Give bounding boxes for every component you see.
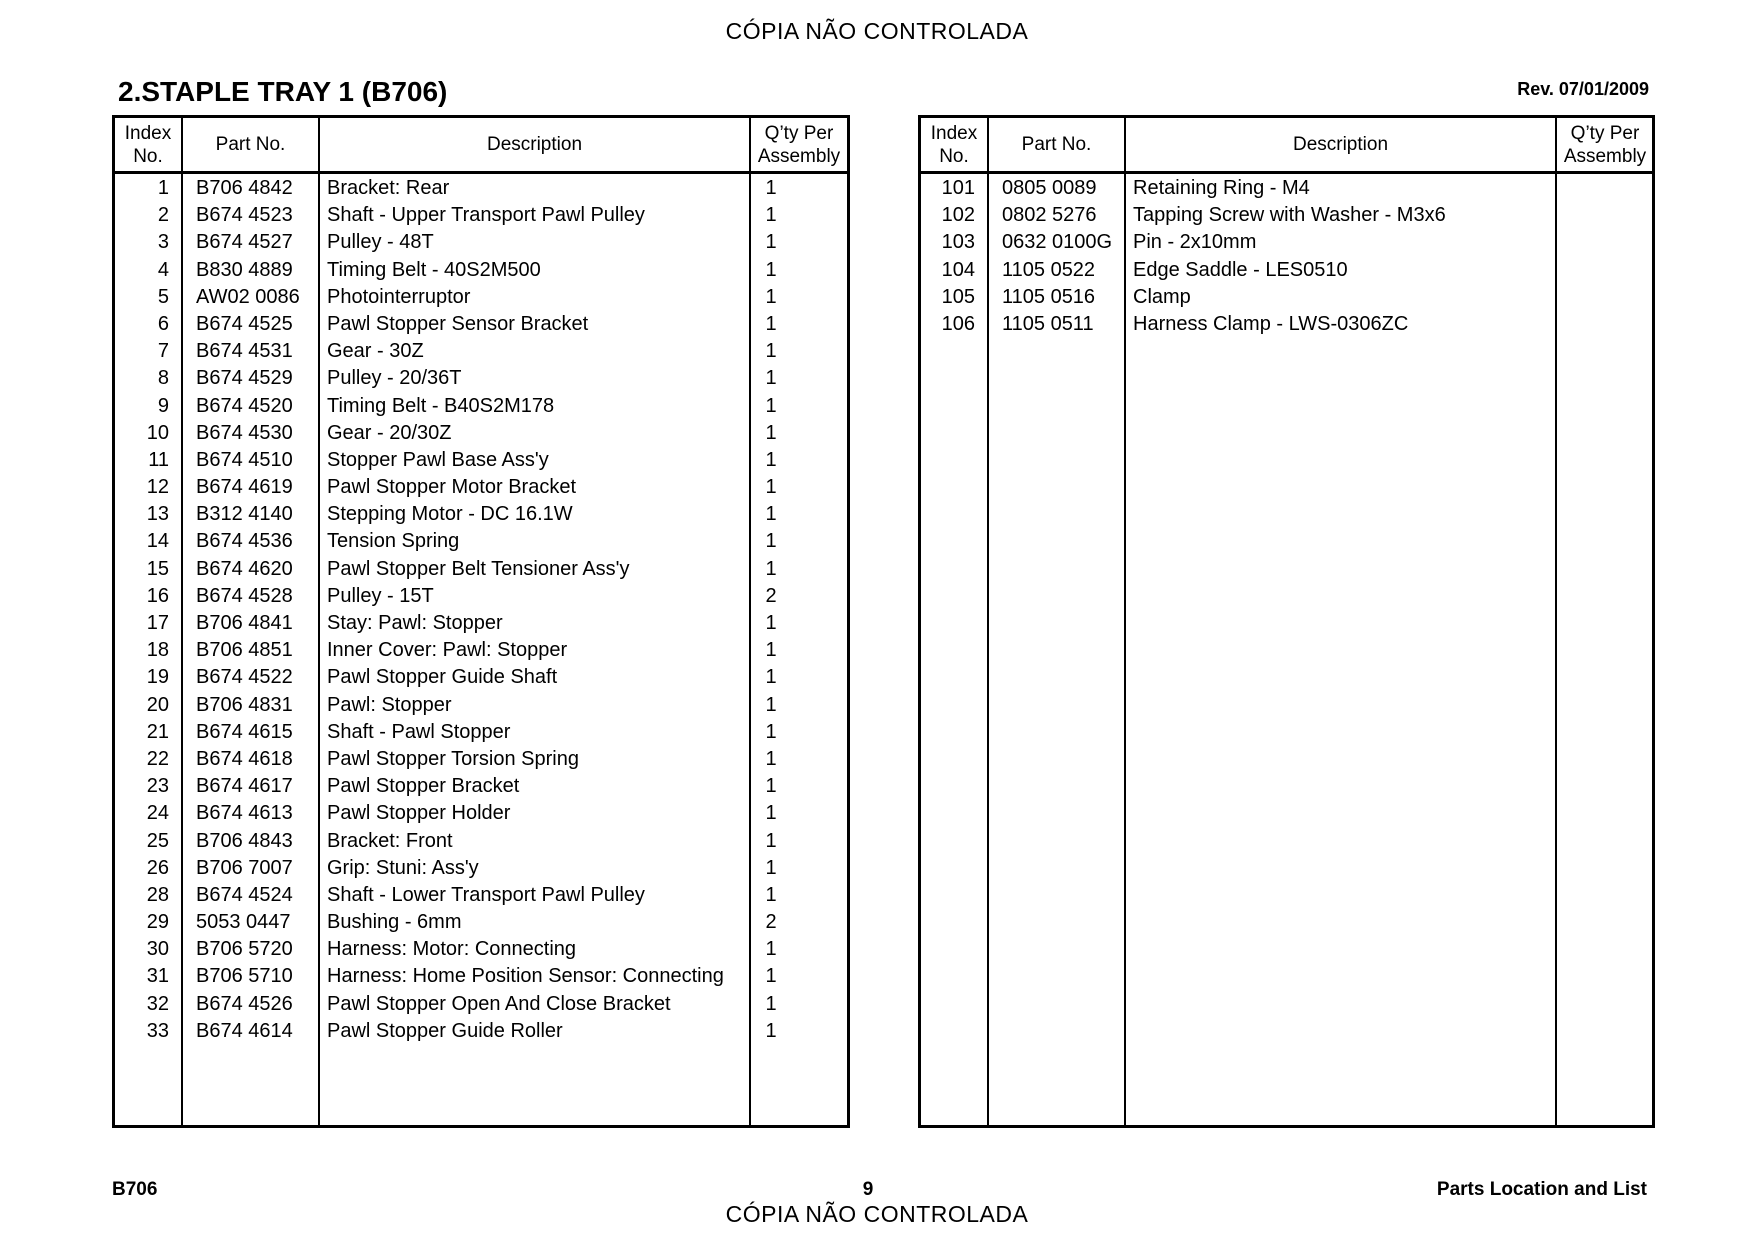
row-index: 32 <box>146 992 169 1015</box>
row-part-no: B674 4620 <box>196 557 293 580</box>
row-qty: 1 <box>765 557 777 580</box>
row-description: Pulley - 20/36T <box>327 367 462 390</box>
row-index: 106 <box>941 312 975 335</box>
row-index: 21 <box>146 720 169 743</box>
header-description: Description <box>1292 134 1389 155</box>
row-index: 5 <box>157 285 169 308</box>
row-description: Harness: Home Position Sensor: Connecting <box>327 965 724 988</box>
parts-table-right <box>918 115 1655 1128</box>
row-description: Pin - 2x10mm <box>1133 231 1257 254</box>
table-row <box>921 310 1652 337</box>
row-description: Pawl Stopper Guide Roller <box>327 1019 563 1042</box>
header-description: Description <box>486 134 583 155</box>
row-index: 29 <box>146 911 169 934</box>
header-index: Index No. <box>930 122 978 167</box>
row-description: Grip: Stuni: Ass'y <box>327 856 479 879</box>
row-index: 24 <box>146 802 169 825</box>
row-index: 31 <box>146 965 169 988</box>
row-part-no: B674 4510 <box>196 448 293 471</box>
revision-date: Rev. 07/01/2009 <box>1517 79 1649 99</box>
row-description: Pulley - 48T <box>327 231 434 254</box>
table-row <box>115 555 847 582</box>
row-description: Stay: Pawl: Stopper <box>327 612 503 634</box>
row-index: 14 <box>146 530 169 553</box>
row-index: 22 <box>146 747 169 770</box>
row-description: Pawl Stopper Holder <box>327 802 511 825</box>
row-description: Bracket: Front <box>327 829 453 852</box>
row-index: 1 <box>157 177 169 199</box>
row-qty: 1 <box>765 285 777 308</box>
row-description: Pawl Stopper Sensor Bracket <box>327 312 589 335</box>
row-index: 25 <box>146 829 169 852</box>
table-row <box>115 990 847 1017</box>
row-part-no: AW02 0086 <box>196 285 300 308</box>
table-row <box>115 310 847 337</box>
table-row <box>115 881 847 908</box>
footer-section: Parts Location and List <box>1436 1179 1647 1200</box>
row-part-no: 5053 0447 <box>196 911 291 934</box>
table-row <box>921 256 1652 283</box>
row-description: Pawl Stopper Motor Bracket <box>327 476 576 499</box>
row-qty: 1 <box>765 612 777 634</box>
row-part-no: 0805 0089 <box>1002 177 1097 199</box>
row-qty: 1 <box>765 883 777 906</box>
table-row <box>115 718 847 745</box>
row-qty: 1 <box>765 258 777 281</box>
row-part-no: B674 4520 <box>196 394 293 417</box>
row-description: Stepping Motor - DC 16.1W <box>327 503 573 526</box>
row-description: Harness: Motor: Connecting <box>327 938 577 961</box>
row-index: 105 <box>941 285 975 308</box>
row-index: 30 <box>146 938 169 961</box>
row-index: 12 <box>146 476 169 499</box>
row-index: 9 <box>157 394 169 417</box>
table-row <box>921 201 1652 228</box>
row-part-no: B706 4851 <box>196 639 293 662</box>
row-index: 2 <box>157 204 169 227</box>
row-part-no: B674 4522 <box>196 666 293 689</box>
row-qty: 1 <box>765 965 777 988</box>
row-part-no: B674 4525 <box>196 312 293 335</box>
row-description: Gear - 20/30Z <box>327 421 452 444</box>
row-description: Gear - 30Z <box>327 340 424 363</box>
row-description: Stopper Pawl Base Ass'y <box>327 448 549 471</box>
row-index: 104 <box>941 258 975 281</box>
header-part-no: Part No. <box>1021 134 1092 155</box>
table-row <box>115 392 847 419</box>
row-qty: 1 <box>765 720 777 743</box>
table-row <box>115 283 847 310</box>
footer-model: B706 <box>112 1179 158 1200</box>
row-index: 16 <box>146 584 169 607</box>
table-row <box>115 446 847 473</box>
table-row <box>921 283 1652 310</box>
row-qty: 1 <box>765 312 777 335</box>
row-qty: 1 <box>765 231 777 254</box>
table-row <box>115 419 847 446</box>
row-qty: 1 <box>765 476 777 499</box>
row-index: 28 <box>146 883 169 906</box>
table-row <box>115 337 847 364</box>
row-part-no: B674 4614 <box>196 1019 293 1042</box>
row-description: Pawl: Stopper <box>327 693 452 716</box>
table-row <box>115 799 847 826</box>
table-row <box>115 691 847 718</box>
row-part-no: B674 4523 <box>196 204 293 227</box>
row-part-no: B674 4619 <box>196 476 293 499</box>
row-qty: 1 <box>765 639 777 662</box>
row-description: Shaft - Lower Transport Pawl Pulley <box>327 883 645 906</box>
row-description: Retaining Ring - M4 <box>1133 177 1310 199</box>
table-row <box>115 827 847 854</box>
row-qty: 1 <box>765 747 777 770</box>
table-row <box>115 636 847 663</box>
row-qty: 1 <box>765 1019 777 1042</box>
row-index: 23 <box>146 775 169 798</box>
page-number: 9 <box>862 1179 874 1200</box>
row-description: Bushing - 6mm <box>327 911 462 934</box>
table-row <box>115 256 847 283</box>
table-row <box>115 935 847 962</box>
row-part-no: B706 4842 <box>196 177 293 199</box>
row-part-no: B674 4529 <box>196 367 293 390</box>
row-index: 15 <box>146 557 169 580</box>
table-row <box>115 582 847 609</box>
row-index: 8 <box>157 367 169 390</box>
row-description: Inner Cover: Pawl: Stopper <box>327 639 568 662</box>
row-description: Pawl Stopper Belt Tensioner Ass'y <box>327 557 630 580</box>
row-part-no: 1105 0522 <box>1002 258 1096 281</box>
row-qty: 1 <box>765 992 777 1015</box>
row-description: Timing Belt - 40S2M500 <box>327 258 541 281</box>
table-body-left <box>115 174 847 1044</box>
row-part-no: 1105 0516 <box>1002 285 1096 308</box>
row-description: Edge Saddle - LES0510 <box>1133 258 1348 281</box>
row-index: 18 <box>146 639 169 662</box>
table-row <box>115 473 847 500</box>
row-qty: 1 <box>765 177 777 199</box>
row-part-no: B706 4841 <box>196 612 293 634</box>
table-row <box>115 228 847 255</box>
header-index: Index No. <box>124 122 172 167</box>
table-row <box>115 1017 847 1044</box>
row-description: Tapping Screw with Washer - M3x6 <box>1133 204 1446 227</box>
row-qty: 1 <box>765 802 777 825</box>
row-index: 26 <box>146 856 169 879</box>
row-part-no: B830 4889 <box>196 258 293 281</box>
row-description: Photointerruptor <box>327 285 471 308</box>
row-description: Bracket: Rear <box>327 177 450 199</box>
row-part-no: B674 4526 <box>196 992 293 1015</box>
row-index: 103 <box>941 231 975 254</box>
table-row <box>115 772 847 799</box>
row-description: Pawl Stopper Guide Shaft <box>327 666 558 689</box>
table-row <box>115 364 847 391</box>
row-index: 3 <box>157 231 169 254</box>
row-description: Shaft - Upper Transport Pawl Pulley <box>327 204 645 227</box>
table-row <box>115 745 847 772</box>
row-description: Pulley - 15T <box>327 584 434 607</box>
row-part-no: B674 4530 <box>196 421 293 444</box>
row-part-no: 0632 0100G <box>1002 231 1113 254</box>
watermark-bottom: CÓPIA NÃO CONTROLADA <box>725 1201 1029 1227</box>
row-part-no: B674 4617 <box>196 775 293 798</box>
table-row <box>115 174 847 201</box>
row-description: Shaft - Pawl Stopper <box>327 720 511 743</box>
table-row <box>115 609 847 636</box>
row-qty: 1 <box>765 340 777 363</box>
row-description: Tension Spring <box>327 530 460 553</box>
table-row <box>115 908 847 935</box>
header-part-no: Part No. <box>215 134 286 155</box>
row-part-no: B706 5710 <box>196 965 293 988</box>
table-row <box>115 527 847 554</box>
row-part-no: B706 5720 <box>196 938 293 961</box>
row-index: 101 <box>941 177 975 199</box>
row-description: Pawl Stopper Bracket <box>327 775 520 798</box>
table-row <box>921 228 1652 255</box>
row-part-no: B674 4528 <box>196 584 293 607</box>
row-index: 20 <box>146 693 169 716</box>
row-qty: 2 <box>765 911 777 934</box>
row-part-no: B706 7007 <box>196 856 293 879</box>
row-qty: 1 <box>765 394 777 417</box>
table-row <box>115 201 847 228</box>
row-qty: 1 <box>765 693 777 716</box>
row-part-no: B674 4531 <box>196 340 293 363</box>
row-description: Timing Belt - B40S2M178 <box>327 394 555 417</box>
row-part-no: B312 4140 <box>196 503 293 526</box>
row-part-no: B674 4524 <box>196 883 293 906</box>
row-index: 17 <box>146 612 169 634</box>
table-row <box>115 962 847 989</box>
table-row <box>115 500 847 527</box>
row-qty: 2 <box>765 584 777 607</box>
row-description: Clamp <box>1133 285 1191 308</box>
table-body-right <box>921 174 1652 337</box>
row-qty: 1 <box>765 775 777 798</box>
row-index: 33 <box>146 1019 169 1042</box>
row-index: 10 <box>146 421 169 444</box>
row-index: 6 <box>157 312 169 335</box>
header-qty: Q’ty Per Assembly <box>1563 122 1647 167</box>
watermark-top: CÓPIA NÃO CONTROLADA <box>725 18 1029 44</box>
row-qty: 1 <box>765 421 777 444</box>
page-title: 2.STAPLE TRAY 1 (B706) <box>118 76 448 107</box>
row-qty: 1 <box>765 367 777 390</box>
table-row <box>115 854 847 881</box>
row-qty: 1 <box>765 666 777 689</box>
row-part-no: B674 4536 <box>196 530 293 553</box>
row-description: Harness Clamp - LWS-0306ZC <box>1133 312 1409 335</box>
table-row <box>115 663 847 690</box>
row-part-no: B706 4843 <box>196 829 293 852</box>
row-qty: 1 <box>765 856 777 879</box>
row-part-no: B674 4527 <box>196 231 293 254</box>
row-qty: 1 <box>765 938 777 961</box>
row-index: 4 <box>157 258 169 281</box>
row-description: Pawl Stopper Open And Close Bracket <box>327 992 671 1015</box>
row-index: 19 <box>146 666 169 689</box>
parts-table-left <box>112 115 850 1128</box>
row-index: 102 <box>941 204 975 227</box>
row-qty: 1 <box>765 530 777 553</box>
row-index: 7 <box>157 340 169 363</box>
row-part-no: 1105 0511 <box>1002 312 1094 335</box>
row-index: 13 <box>146 503 169 526</box>
row-qty: 1 <box>765 204 777 227</box>
table-row <box>921 174 1652 201</box>
row-part-no: B706 4831 <box>196 693 293 716</box>
row-part-no: 0802 5276 <box>1002 204 1097 227</box>
row-qty: 1 <box>765 448 777 471</box>
row-part-no: B674 4618 <box>196 747 293 770</box>
row-index: 11 <box>148 448 169 471</box>
row-part-no: B674 4613 <box>196 802 293 825</box>
row-description: Pawl Stopper Torsion Spring <box>327 747 579 770</box>
row-qty: 1 <box>765 829 777 852</box>
row-part-no: B674 4615 <box>196 720 293 743</box>
row-qty: 1 <box>765 503 777 526</box>
header-qty: Q’ty Per Assembly <box>757 122 841 167</box>
